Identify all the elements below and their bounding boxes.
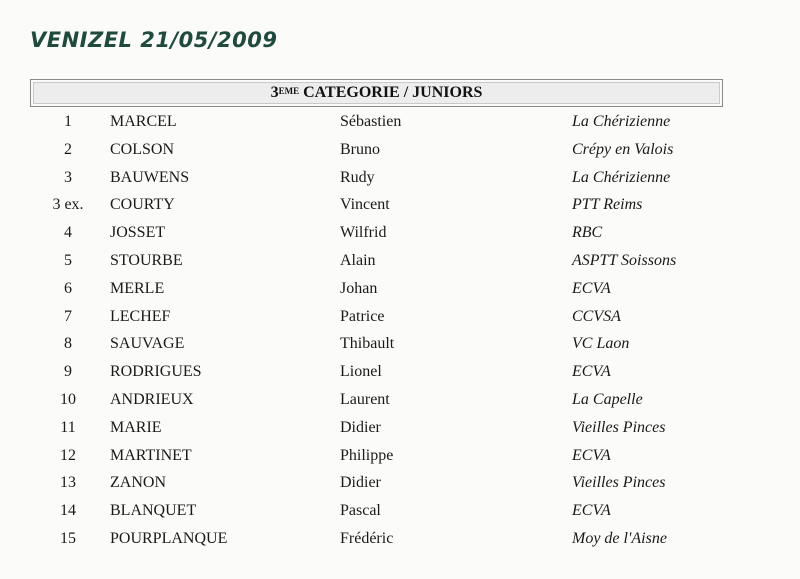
last-name-cell: MARCEL <box>110 113 177 130</box>
club-cell: Vieilles Pinces <box>572 474 666 492</box>
rank-cell: 2 <box>64 140 72 158</box>
table-row <box>0 442 800 470</box>
club-cell: Moy de l'Aisne <box>572 529 667 547</box>
table-row <box>0 386 800 414</box>
last-name-cell: STOURBE <box>110 251 183 269</box>
table-row <box>0 358 800 386</box>
last-name-cell: SAUVAGE <box>110 335 185 353</box>
table-row <box>0 247 800 275</box>
first-name-cell: Didier <box>340 418 381 436</box>
table-row <box>0 108 800 136</box>
club-cell: ASPTT Soissons <box>572 251 677 269</box>
first-name-cell: Vincent <box>340 196 390 214</box>
rank-cell: 14 <box>60 502 76 520</box>
last-name-cell: BLANQUET <box>110 502 197 520</box>
club-cell: ECVA <box>572 502 611 520</box>
results-table <box>0 108 800 553</box>
table-row <box>0 497 800 525</box>
table-row <box>0 469 800 497</box>
first-name-cell: Didier <box>340 474 381 492</box>
rank-cell: 15 <box>60 529 76 547</box>
last-name-cell: COLSON <box>110 140 175 158</box>
category-label: CATEGORIE / JUNIORS <box>299 84 483 101</box>
last-name-cell: MARTINET <box>110 446 192 464</box>
club-cell: ECVA <box>572 446 611 464</box>
table-row <box>0 414 800 442</box>
rank-cell: 6 <box>64 279 72 297</box>
last-name-cell: RODRIGUES <box>110 363 202 381</box>
first-name-cell: Johan <box>340 279 378 297</box>
rank-cell: 1 <box>64 113 72 130</box>
club-cell: La Chérizienne <box>572 113 671 130</box>
club-cell: La Capelle <box>572 390 643 408</box>
club-cell: RBC <box>572 224 603 242</box>
first-name-cell: Wilfrid <box>340 224 387 242</box>
first-name-cell: Laurent <box>340 390 390 408</box>
rank-cell: 7 <box>64 307 72 325</box>
club-cell: ECVA <box>572 279 611 297</box>
first-name-cell: Rudy <box>340 168 375 186</box>
club-cell: La Chérizienne <box>572 168 671 186</box>
club-cell: CCVSA <box>572 307 621 325</box>
table-row <box>0 303 800 331</box>
rank-cell: 3 ex. <box>52 196 84 214</box>
first-name-cell: Pascal <box>340 502 381 520</box>
first-name-cell: Bruno <box>340 140 380 158</box>
last-name-cell: ZANON <box>110 474 166 492</box>
first-name-cell: Sébastien <box>340 113 402 130</box>
last-name-cell: BAUWENS <box>110 168 190 186</box>
club-cell: VC Laon <box>572 335 630 353</box>
first-name-cell: Thibault <box>340 335 395 353</box>
first-name-cell: Alain <box>340 251 376 269</box>
last-name-cell: MERLE <box>110 279 165 297</box>
rank-cell: 12 <box>60 446 76 464</box>
club-cell: PTT Reims <box>572 196 643 214</box>
club-cell: ECVA <box>572 363 611 381</box>
first-name-cell: Frédéric <box>340 529 394 547</box>
table-row <box>0 136 800 164</box>
club-cell: Crépy en Valois <box>572 140 674 158</box>
rank-cell: 9 <box>64 363 72 381</box>
rank-cell: 11 <box>60 418 76 436</box>
first-name-cell: Philippe <box>340 446 394 464</box>
first-name-cell: Patrice <box>340 307 385 325</box>
table-row <box>0 525 800 553</box>
rank-cell: 3 <box>64 168 72 186</box>
last-name-cell: LECHEF <box>110 307 171 325</box>
rank-cell: 10 <box>60 390 76 408</box>
rank-cell: 5 <box>64 251 72 269</box>
last-name-cell: MARIE <box>110 418 162 436</box>
table-row <box>0 164 800 192</box>
last-name-cell: JOSSET <box>110 224 166 242</box>
category-prefix: 3 <box>270 84 279 101</box>
category-superscript: EME <box>278 86 300 96</box>
table-row <box>0 330 800 358</box>
rank-cell: 8 <box>64 335 72 353</box>
table-row <box>0 275 800 303</box>
table-row <box>0 191 800 219</box>
rank-cell: 13 <box>60 474 76 492</box>
last-name-cell: POURPLANQUE <box>110 529 228 547</box>
table-row <box>0 219 800 247</box>
last-name-cell: COURTY <box>110 196 175 214</box>
club-cell: Vieilles Pinces <box>572 418 666 436</box>
page-title: VENIZEL 21/05/2009 <box>30 28 278 52</box>
last-name-cell: ANDRIEUX <box>110 390 194 408</box>
rank-cell: 4 <box>64 224 72 242</box>
first-name-cell: Lionel <box>340 363 382 381</box>
category-header <box>30 79 723 107</box>
